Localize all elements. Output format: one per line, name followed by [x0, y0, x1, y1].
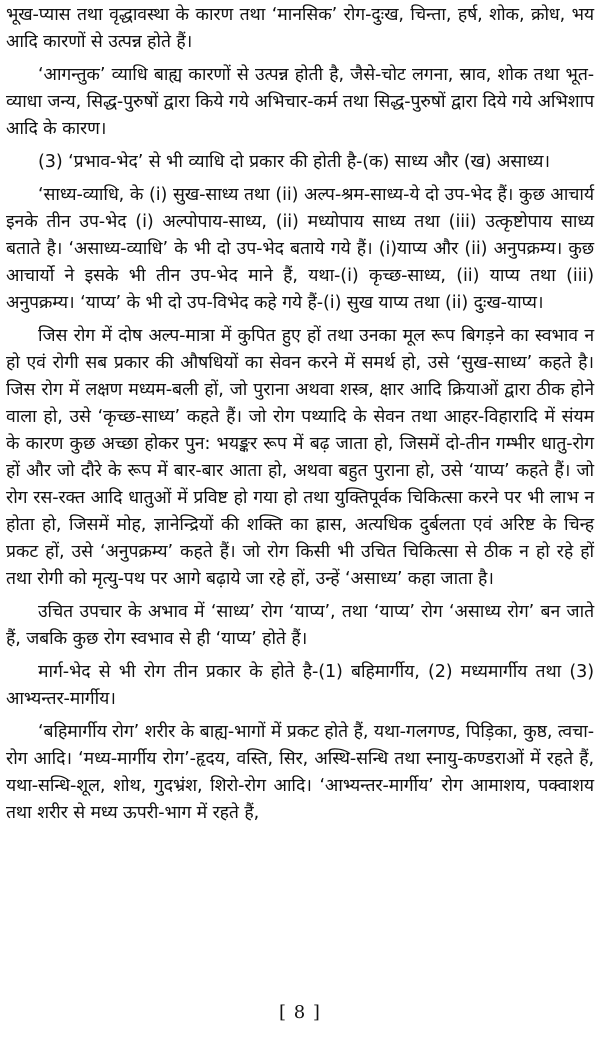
page-number: [ 8 ] — [279, 1002, 321, 1023]
paragraph-8: ‘बहिमार्गीय रोग’ शरीर के बाह्य-भागों में प्रकट होते हैं, यथा-गलगण्ड, पिड़िका, कुष्ठ, त्वचा-रोग आदि। ‘मध्य-मार्गीय रोग’-हृदय, वस्ति, सिर, अस्थि-सन्धि तथा स्नायु-कण्डराओं में रहते हैं, यथा-सन्धि-शूल, शोथ, गुदभ्रंश, शिरो-रोग आदि। ‘आभ्यन्तर-मार्गीय’ रोग आमाशय, पक्वाशय तथा शरीर से मध्य ऊपरी-भाग में रहते हैं, — [6, 722, 594, 823]
document-page — [6, 2, 594, 1002]
paragraph-6: उचित उपचार के अभाव में ‘साध्य’ रोग ‘याप्य’, तथा ‘याप्य’ रोग ‘असाध्य रोग’ बन जाते हैं, जबकि कुछ रोग स्वभाव से ही ‘याप्य’ होते हैं। — [6, 602, 594, 649]
paragraph-1: भूख-प्यास तथा वृद्धावस्था के कारण तथा ‘मानसिक’ रोग-दुःख, चिन्ता, हर्ष, शोक, क्रोध, भय आदि कारणों से उत्पन्न होते हैं। — [6, 5, 594, 52]
paragraph-2: ‘आगन्तुक’ व्याधि बाह्य कारणों से उत्पन्न होती है, जैसे-चोट लगना, स्राव, शोक तथा भूत-व्याधा जन्य, सिद्ध-पुरुषों द्वारा किये गये अभिचार-कर्म तथा सिद्ध-पुरुषों द्वारा दिये गये अभिशाप आदि के कारण। — [6, 65, 594, 139]
paragraph-5: जिस रोग में दोष अल्प-मात्रा में कुपित हुए हों तथा उनका मूल रूप बिगड़ने का स्वभाव न हो एवं रोगी सब प्रकार की औषधियों का सेवन करने में समर्थ हो, उसे ‘सुख-साध्य’ कहते है। जिस रोग में लक्षण मध्यम-बली हों, जो पुराना अथवा शस्त्र, क्षार आदि क्रियाओं द्वारा ठीक होने वाला हो, उसे ‘कृच्छ-साध्य’ कहते हैं। जो रोग पथ्यादि के सेवन तथा आहर-विहारादि में संयम के कारण कुछ अच्छा होकर पुन: भयङ्कर रूप में बढ़ जाता हो, जिसमें दो-तीन गम्भीर धातु-रोग हों और जो दौरे के रूप में बार-बार आता हो, अथवा बहुत पुराना हो, उसे ‘याप्य’ कहते हैं। जो रोग रस-रक्त आदि धातुओं में प्रविष्ट हो गया हो तथा युक्तिपूर्वक चिकित्सा करने पर भी लाभ न होता हो, जिसमें मोह, ज्ञानेन्द्रियों की शक्ति का ह्रास, अत्यधिक दुर्बलता एवं अरिष्ट के चिन्ह प्रकट हों, उसे ‘अनुपक्रम्य’ कहते हैं। जो रोग किसी भी उचित चिकित्सा से ठीक न हो रहे हों तथा रोगी को मृत्यु-पथ पर आगे बढ़ाये जा रहे हों, उन्हें ‘असाध्य’ कहा जाता है। — [6, 326, 594, 589]
paragraph-4: ‘साध्य-व्याधि, के (i) सुख-साध्य तथा (ii) अल्प-श्रम-साध्य-ये दो उप-भेद हैं। कुछ आचार्य इनके तीन उप-भेद (i) अल्पोपाय-साध्य, (ii) मध्योपाय साध्य तथा (iii) उत्कृष्टोपाय साध्य बताते है। ‘असाध्य-व्याधि’ के भी दो उप-भेद बताये गये हैं। (i)याप्य और (ii) अनुपक्रम्य। कुछ आचार्यो ने इसके भी तीन उप-भेद माने हैं, यथा-(i) कृच्छ-साध्य, (ii) याप्य तथा (iii) अनुपक्रम्य। ‘याप्य’ के भी दो उप-विभेद कहे गये हैं-(i) सुख याप्य तथा (ii) दुःख-याप्य। — [6, 185, 594, 313]
paragraph-3: (3) ‘प्रभाव-भेद’ से भी व्याधि दो प्रकार की होती है-(क) साध्य और (ख) असाध्य। — [38, 152, 550, 172]
paragraph-7: मार्ग-भेद से भी रोग तीन प्रकार के होते है-(1) बहिमार्गीय, (2) मध्यमार्गीय तथा (3) आभ्यन्तर-मार्गीय। — [6, 662, 594, 709]
